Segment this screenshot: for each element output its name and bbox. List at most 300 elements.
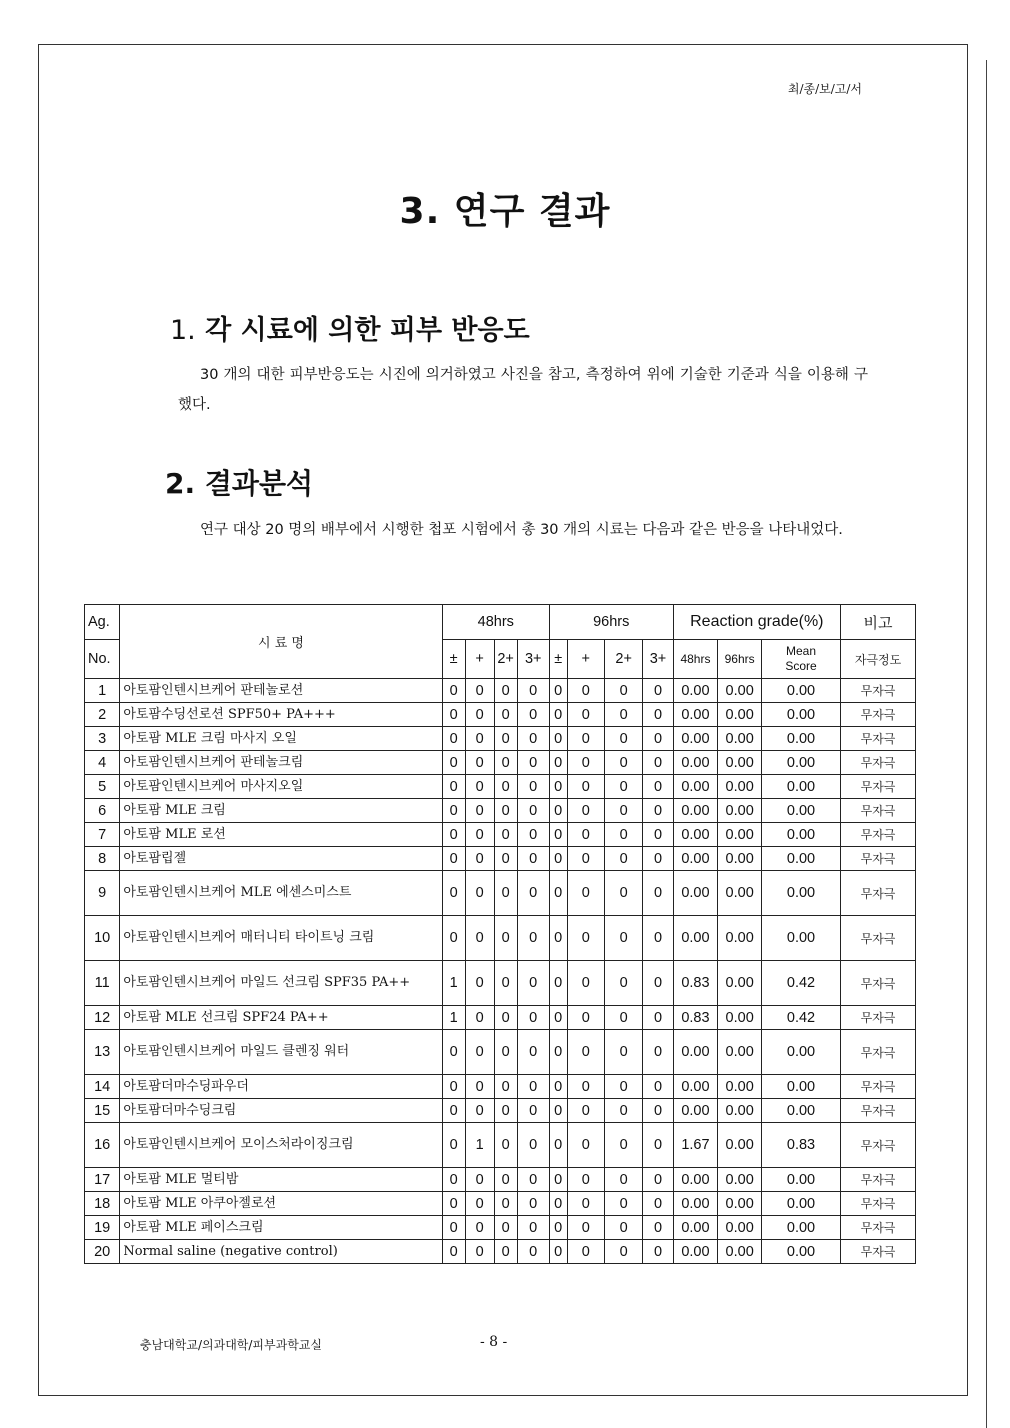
row-number: 1 <box>85 679 120 703</box>
section1-heading <box>170 308 530 347</box>
r96-value: 0.00 <box>718 1006 762 1030</box>
irritation-level: 무자극 <box>841 775 916 799</box>
h96-grade-cell: 0 <box>567 1006 604 1030</box>
table-row <box>85 1030 916 1075</box>
page-edge-line <box>986 60 987 1428</box>
h96-grade-cell: 0 <box>549 1099 567 1123</box>
table-row <box>85 1240 916 1264</box>
r48-value: 0.83 <box>673 1006 718 1030</box>
mean-score-value: 0.00 <box>761 727 840 751</box>
h48-grade-cell: 0 <box>442 751 465 775</box>
h48-grade-cell: 0 <box>517 916 549 961</box>
h48-grade-cell: 0 <box>442 823 465 847</box>
h48-grade-cell: 0 <box>442 1099 465 1123</box>
sample-name: 아토팜 MLE 선크림 SPF24 PA++ <box>120 1006 442 1030</box>
sample-name: 아토팜인텐시브케어 판테놀로션 <box>120 679 442 703</box>
h48-grade-cell: 0 <box>442 1192 465 1216</box>
section1-paragraph: 30 개의 대한 피부반응도는 시진에 의거하였고 사진을 참고, 측정하여 위에 기술한 기준과 식을 이용해 구했다. <box>178 367 868 413</box>
h48-grade-cell: 0 <box>465 751 494 775</box>
h96-grade-cell: 0 <box>643 703 673 727</box>
h48-grade-cell: 0 <box>494 823 517 847</box>
h48-grade-cell: 0 <box>494 961 517 1006</box>
h48-grade-cell: 0 <box>465 799 494 823</box>
h48-3plus-header: 3+ <box>517 640 549 679</box>
table-row <box>85 1099 916 1123</box>
h96-grade-cell: 0 <box>567 1030 604 1075</box>
sample-name: 아토팜인텐시브케어 MLE 에센스미스트 <box>120 871 442 916</box>
h96-grade-cell: 0 <box>643 1240 673 1264</box>
h96-grade-cell: 0 <box>567 1168 604 1192</box>
h48-grade-cell: 1 <box>442 1006 465 1030</box>
r96-header: 96hrs <box>718 640 762 679</box>
irritation-level: 무자극 <box>841 1240 916 1264</box>
irritation-level: 무자극 <box>841 751 916 775</box>
h96-grade-cell: 0 <box>567 871 604 916</box>
irritation-level: 무자극 <box>841 871 916 916</box>
h48-grade-cell: 0 <box>517 1123 549 1168</box>
row-number: 4 <box>85 751 120 775</box>
h96-grade-cell: 0 <box>604 1192 642 1216</box>
h96-grade-cell: 0 <box>549 1192 567 1216</box>
h96-grade-cell: 0 <box>604 1099 642 1123</box>
h96-3plus-header: 3+ <box>643 640 673 679</box>
h48-grade-cell: 0 <box>517 1168 549 1192</box>
h96-grade-cell: 0 <box>549 1240 567 1264</box>
h96-grade-cell: 0 <box>604 871 642 916</box>
h96-grade-cell: 0 <box>604 727 642 751</box>
table-row <box>85 871 916 916</box>
h96-grade-cell: 0 <box>549 916 567 961</box>
row-number: 15 <box>85 1099 120 1123</box>
h96-grade-cell: 0 <box>567 1075 604 1099</box>
h48-grade-cell: 0 <box>517 1099 549 1123</box>
h48-grade-cell: 0 <box>442 1030 465 1075</box>
h48-grade-cell: 0 <box>465 1006 494 1030</box>
h96-grade-cell: 0 <box>549 1030 567 1075</box>
h96-grade-cell: 0 <box>604 679 642 703</box>
row-number: 2 <box>85 703 120 727</box>
mean-score-value: 0.00 <box>761 703 840 727</box>
irritation-level: 무자극 <box>841 847 916 871</box>
table-row <box>85 823 916 847</box>
irritation-level: 무자극 <box>841 1075 916 1099</box>
r48-value: 0.00 <box>673 1099 718 1123</box>
mean-score-value: 0.00 <box>761 679 840 703</box>
ag-header: Ag. <box>85 605 120 640</box>
mean-score-value: 0.00 <box>761 847 840 871</box>
h48-grade-cell: 0 <box>517 751 549 775</box>
h48-grade-cell: 0 <box>442 871 465 916</box>
h48-grade-cell: 0 <box>442 1216 465 1240</box>
h96-grade-cell: 0 <box>549 799 567 823</box>
h48-grade-cell: 0 <box>442 847 465 871</box>
h48-grade-cell: 0 <box>494 1168 517 1192</box>
h48-grade-cell: 0 <box>517 727 549 751</box>
r96-value: 0.00 <box>718 961 762 1006</box>
mean-score-value: 0.00 <box>761 1168 840 1192</box>
h48-grade-cell: 0 <box>442 1168 465 1192</box>
h48-grade-cell: 0 <box>442 727 465 751</box>
h48-grade-cell: 0 <box>442 1123 465 1168</box>
h48-grade-cell: 1 <box>442 961 465 1006</box>
mean-label: Mean <box>785 644 817 658</box>
h48-grade-cell: 0 <box>517 1216 549 1240</box>
row-number: 7 <box>85 823 120 847</box>
reaction-header: Reaction grade(%) <box>673 605 840 640</box>
r96-value: 0.00 <box>718 1216 762 1240</box>
h48-grade-cell: 0 <box>442 703 465 727</box>
h96-grade-cell: 0 <box>549 1216 567 1240</box>
table-row <box>85 916 916 961</box>
h96-grade-cell: 0 <box>604 799 642 823</box>
r48-value: 0.00 <box>673 1192 718 1216</box>
h48-grade-cell: 0 <box>465 847 494 871</box>
h96-grade-cell: 0 <box>643 961 673 1006</box>
h48-grade-cell: 0 <box>494 1123 517 1168</box>
r96-value: 0.00 <box>718 703 762 727</box>
results-body <box>85 679 916 1264</box>
h48-grade-cell: 0 <box>465 871 494 916</box>
r48-value: 0.00 <box>673 1168 718 1192</box>
row-number: 5 <box>85 775 120 799</box>
r48-value: 0.00 <box>673 847 718 871</box>
h48-grade-cell: 0 <box>465 1075 494 1099</box>
r48-value: 0.00 <box>673 1216 718 1240</box>
sample-name: Normal saline (negative control) <box>120 1240 442 1264</box>
r96-value: 0.00 <box>718 1099 762 1123</box>
table-row <box>85 679 916 703</box>
h48-grade-cell: 0 <box>465 775 494 799</box>
sample-header: 시 료 명 <box>120 605 442 679</box>
h96-grade-cell: 0 <box>643 727 673 751</box>
h96-grade-cell: 0 <box>643 1006 673 1030</box>
h48-grade-cell: 0 <box>517 1240 549 1264</box>
r48-value: 0.00 <box>673 703 718 727</box>
h96-grade-cell: 0 <box>643 679 673 703</box>
h96-grade-cell: 0 <box>643 916 673 961</box>
h48-grade-cell: 0 <box>494 1216 517 1240</box>
irritation-level: 무자극 <box>841 916 916 961</box>
h96-grade-cell: 0 <box>567 1240 604 1264</box>
irritation-level: 무자극 <box>841 961 916 1006</box>
h96-grade-cell: 0 <box>643 775 673 799</box>
report-header: 최/종/보/고/서 <box>787 82 862 96</box>
h48-grade-cell: 0 <box>442 1075 465 1099</box>
r96-value: 0.00 <box>718 1192 762 1216</box>
h48-grade-cell: 0 <box>494 847 517 871</box>
h96-grade-cell: 0 <box>567 703 604 727</box>
h96-grade-cell: 0 <box>567 1192 604 1216</box>
h48-grade-cell: 0 <box>494 799 517 823</box>
h48-grade-cell: 0 <box>517 1192 549 1216</box>
mean-score-value: 0.00 <box>761 1030 840 1075</box>
note-header: 비고 <box>841 605 916 640</box>
h96-grade-cell: 0 <box>549 727 567 751</box>
h96-grade-cell: 0 <box>549 751 567 775</box>
r48-value: 0.00 <box>673 1240 718 1264</box>
r48-value: 0.00 <box>673 799 718 823</box>
h96-grade-cell: 0 <box>549 1006 567 1030</box>
h48-grade-cell: 0 <box>517 703 549 727</box>
h96-grade-cell: 0 <box>567 727 604 751</box>
h96-grade-cell: 0 <box>567 916 604 961</box>
h96-grade-cell: 0 <box>549 871 567 916</box>
h48-grade-cell: 0 <box>494 679 517 703</box>
h96-grade-cell: 0 <box>643 1123 673 1168</box>
h48-grade-cell: 0 <box>442 1240 465 1264</box>
row-number: 20 <box>85 1240 120 1264</box>
irritation-level: 무자극 <box>841 679 916 703</box>
h96-grade-cell: 0 <box>643 823 673 847</box>
h48-grade-cell: 0 <box>442 799 465 823</box>
r96-value: 0.00 <box>718 1240 762 1264</box>
h96-grade-cell: 0 <box>643 751 673 775</box>
sample-name: 아토팜립젤 <box>120 847 442 871</box>
row-number: 17 <box>85 1168 120 1192</box>
r96-value: 0.00 <box>718 727 762 751</box>
table-row <box>85 1216 916 1240</box>
irritation-level: 무자극 <box>841 1123 916 1168</box>
results-table <box>84 604 916 1264</box>
mean-score-header <box>761 640 840 679</box>
r96-value: 0.00 <box>718 1075 762 1099</box>
r96-value: 0.00 <box>718 916 762 961</box>
page-number: - 8 - <box>480 1334 508 1350</box>
irritation-level: 무자극 <box>841 1216 916 1240</box>
irritation-level: 무자극 <box>841 727 916 751</box>
h48-grade-cell: 0 <box>465 1216 494 1240</box>
irritation-header: 자극정도 <box>841 640 916 679</box>
sample-name: 아토팜인텐시브케어 매터니티 타이트닝 크림 <box>120 916 442 961</box>
h48-grade-cell: 0 <box>465 1099 494 1123</box>
h48-grade-cell: 0 <box>442 679 465 703</box>
r48-value: 0.00 <box>673 871 718 916</box>
sample-name: 아토팜더마수딩파우더 <box>120 1075 442 1099</box>
h48-grade-cell: 0 <box>465 1030 494 1075</box>
r48-value: 0.00 <box>673 823 718 847</box>
sample-name: 아토팜 MLE 아쿠아젤로션 <box>120 1192 442 1216</box>
r48-value: 0.00 <box>673 916 718 961</box>
h48-pm-header: ± <box>442 640 465 679</box>
h96-grade-cell: 0 <box>604 916 642 961</box>
h96-grade-cell: 0 <box>643 847 673 871</box>
h96-grade-cell: 0 <box>643 871 673 916</box>
sample-name: 아토팜 MLE 페이스크림 <box>120 1216 442 1240</box>
h96-grade-cell: 0 <box>604 775 642 799</box>
h48-grade-cell: 0 <box>517 961 549 1006</box>
h48-2plus-header: 2+ <box>494 640 517 679</box>
h48-grade-cell: 0 <box>465 916 494 961</box>
table-row <box>85 775 916 799</box>
h48-grade-cell: 0 <box>494 1030 517 1075</box>
h96-grade-cell: 0 <box>567 775 604 799</box>
h96-grade-cell: 0 <box>643 1099 673 1123</box>
h48-grade-cell: 0 <box>494 1099 517 1123</box>
sample-name: 아토팜인텐시브케어 마일드 선크림 SPF35 PA++ <box>120 961 442 1006</box>
r48-value: 0.00 <box>673 1075 718 1099</box>
row-number: 11 <box>85 961 120 1006</box>
sample-name: 아토팜인텐시브케어 모이스처라이징크림 <box>120 1123 442 1168</box>
sample-name: 아토팜 MLE 멀티밤 <box>120 1168 442 1192</box>
h48-grade-cell: 0 <box>494 751 517 775</box>
h48-grade-cell: 0 <box>465 1168 494 1192</box>
r96-value: 0.00 <box>718 751 762 775</box>
mean-score-value: 0.00 <box>761 1240 840 1264</box>
h96-grade-cell: 0 <box>549 1123 567 1168</box>
h48-grade-cell: 0 <box>494 1192 517 1216</box>
mean-score-value: 0.00 <box>761 1192 840 1216</box>
h96-grade-cell: 0 <box>643 1168 673 1192</box>
h48-grade-cell: 0 <box>517 799 549 823</box>
h48-grade-cell: 0 <box>517 679 549 703</box>
row-number: 10 <box>85 916 120 961</box>
h96-grade-cell: 0 <box>549 961 567 1006</box>
sample-name: 아토팜더마수딩크림 <box>120 1099 442 1123</box>
irritation-level: 무자극 <box>841 799 916 823</box>
r48-value: 1.67 <box>673 1123 718 1168</box>
table-row <box>85 799 916 823</box>
h96-grade-cell: 0 <box>604 1240 642 1264</box>
irritation-level: 무자극 <box>841 1006 916 1030</box>
table-row <box>85 703 916 727</box>
r96-value: 0.00 <box>718 1123 762 1168</box>
row-number: 19 <box>85 1216 120 1240</box>
h96-grade-cell: 0 <box>643 1075 673 1099</box>
h48-grade-cell: 0 <box>465 1240 494 1264</box>
table-row <box>85 1168 916 1192</box>
h96-grade-cell: 0 <box>549 703 567 727</box>
h96-grade-cell: 0 <box>604 1216 642 1240</box>
no-header: No. <box>85 640 120 679</box>
footer-institution: 충남대학교/의과대학/피부과학교실 <box>140 1338 322 1352</box>
h96-grade-cell: 0 <box>643 1216 673 1240</box>
h96-grade-cell: 0 <box>604 847 642 871</box>
h96-grade-cell: 0 <box>567 1099 604 1123</box>
h48-grade-cell: 0 <box>517 775 549 799</box>
r96-value: 0.00 <box>718 1168 762 1192</box>
irritation-level: 무자극 <box>841 1030 916 1075</box>
h96-grade-cell: 0 <box>549 847 567 871</box>
h48-grade-cell: 0 <box>494 916 517 961</box>
mean-score-value: 0.42 <box>761 1006 840 1030</box>
r96-value: 0.00 <box>718 823 762 847</box>
mean-score-value: 0.00 <box>761 775 840 799</box>
h96-header: 96hrs <box>549 605 673 640</box>
h48-grade-cell: 0 <box>517 1030 549 1075</box>
sample-name: 아토팜 MLE 로션 <box>120 823 442 847</box>
r96-value: 0.00 <box>718 1030 762 1075</box>
h96-grade-cell: 0 <box>604 1030 642 1075</box>
h48-grade-cell: 0 <box>442 916 465 961</box>
table-row <box>85 1123 916 1168</box>
row-number: 9 <box>85 871 120 916</box>
row-number: 16 <box>85 1123 120 1168</box>
h48-grade-cell: 0 <box>494 1240 517 1264</box>
sample-name: 아토팜 MLE 크림 마사지 오일 <box>120 727 442 751</box>
page-title: 3. 연구 결과 <box>399 191 611 232</box>
h96-grade-cell: 0 <box>567 1123 604 1168</box>
h96-2plus-header: 2+ <box>604 640 642 679</box>
sample-name: 아토팜인텐시브케어 마사지오일 <box>120 775 442 799</box>
h96-grade-cell: 0 <box>567 751 604 775</box>
h48-grade-cell: 0 <box>465 823 494 847</box>
h96-grade-cell: 0 <box>604 1006 642 1030</box>
h48-grade-cell: 0 <box>494 775 517 799</box>
r96-value: 0.00 <box>718 871 762 916</box>
h96-grade-cell: 0 <box>567 961 604 1006</box>
h96-grade-cell: 0 <box>604 703 642 727</box>
irritation-level: 무자극 <box>841 1168 916 1192</box>
h48-grade-cell: 0 <box>494 703 517 727</box>
h48-grade-cell: 0 <box>465 727 494 751</box>
h48-grade-cell: 0 <box>517 871 549 916</box>
irritation-level: 무자극 <box>841 703 916 727</box>
irritation-level: 무자극 <box>841 1192 916 1216</box>
h96-grade-cell: 0 <box>604 1075 642 1099</box>
h48-grade-cell: 0 <box>465 1192 494 1216</box>
score-label: Score <box>785 659 817 673</box>
sample-name: 아토팜인텐시브케어 판테놀크림 <box>120 751 442 775</box>
mean-score-value: 0.00 <box>761 1075 840 1099</box>
row-number: 14 <box>85 1075 120 1099</box>
header-row-1 <box>85 605 916 640</box>
h96-grade-cell: 0 <box>604 751 642 775</box>
r96-value: 0.00 <box>718 775 762 799</box>
h96-grade-cell: 0 <box>604 823 642 847</box>
mean-score-value: 0.42 <box>761 961 840 1006</box>
h48-grade-cell: 0 <box>494 1006 517 1030</box>
section1-title: 각 시료에 의한 피부 반응도 <box>205 315 530 346</box>
row-number: 12 <box>85 1006 120 1030</box>
r48-value: 0.83 <box>673 961 718 1006</box>
h96-grade-cell: 0 <box>567 679 604 703</box>
mean-score-value: 0.00 <box>761 916 840 961</box>
mean-score-value: 0.00 <box>761 871 840 916</box>
h48-grade-cell: 0 <box>494 727 517 751</box>
row-number: 13 <box>85 1030 120 1075</box>
mean-score-value: 0.00 <box>761 1216 840 1240</box>
table-row <box>85 1006 916 1030</box>
table-row <box>85 1075 916 1099</box>
h96-grade-cell: 0 <box>549 1075 567 1099</box>
h48-grade-cell: 0 <box>517 1075 549 1099</box>
h96-grade-cell: 0 <box>643 799 673 823</box>
h96-grade-cell: 0 <box>567 1216 604 1240</box>
row-number: 18 <box>85 1192 120 1216</box>
h96-pm-header: ± <box>549 640 567 679</box>
h96-grade-cell: 0 <box>567 847 604 871</box>
row-number: 6 <box>85 799 120 823</box>
h96-plus-header: + <box>567 640 604 679</box>
r96-value: 0.00 <box>718 847 762 871</box>
h96-grade-cell: 0 <box>549 775 567 799</box>
r48-value: 0.00 <box>673 727 718 751</box>
table-row <box>85 847 916 871</box>
section1-number: 1. <box>170 315 196 346</box>
h96-grade-cell: 0 <box>549 823 567 847</box>
r96-value: 0.00 <box>718 679 762 703</box>
h96-grade-cell: 0 <box>604 1123 642 1168</box>
h48-plus-header: + <box>465 640 494 679</box>
h96-grade-cell: 0 <box>604 961 642 1006</box>
sample-name: 아토팜수딩선로션 SPF50+ PA+++ <box>120 703 442 727</box>
h96-grade-cell: 0 <box>567 823 604 847</box>
row-number: 8 <box>85 847 120 871</box>
table-row <box>85 961 916 1006</box>
h48-grade-cell: 0 <box>442 775 465 799</box>
mean-score-value: 0.00 <box>761 751 840 775</box>
sample-name: 아토팜인텐시브케어 마일드 클렌징 워터 <box>120 1030 442 1075</box>
